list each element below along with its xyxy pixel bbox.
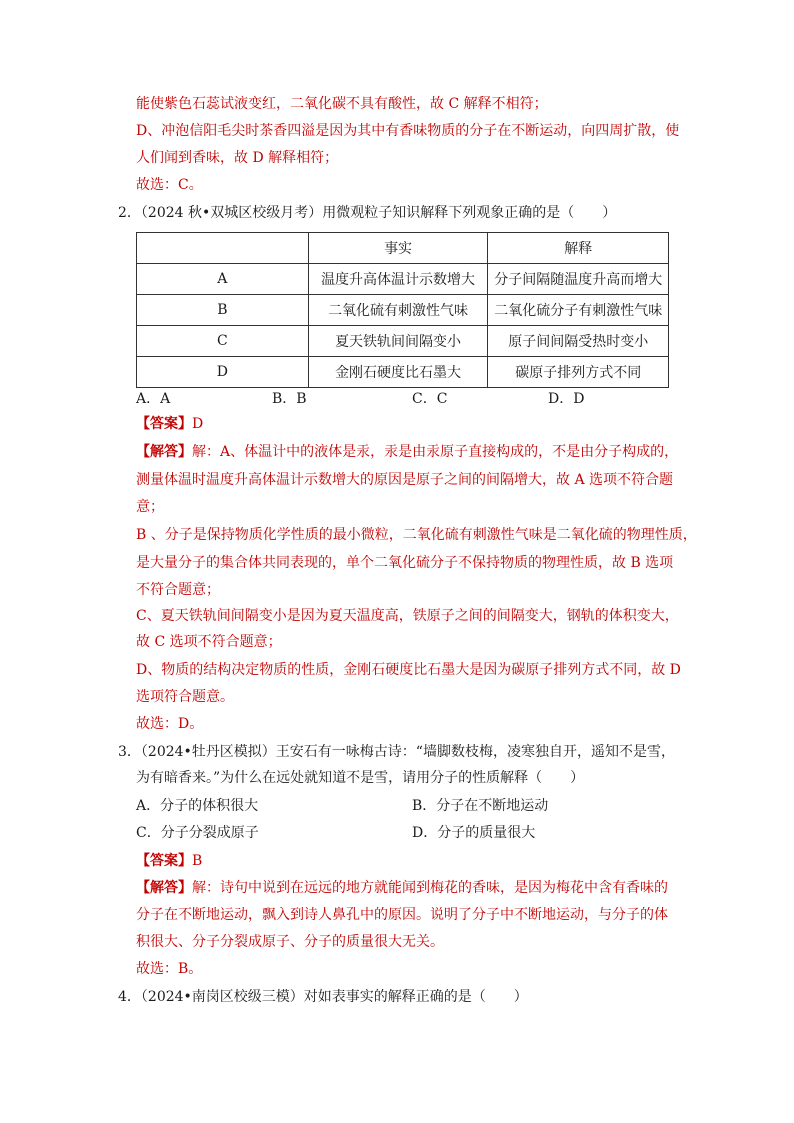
table-header-cell: 解释 xyxy=(488,233,669,264)
question-3-option-c: C．分子分裂成原子 xyxy=(136,825,259,841)
question-3-conclusion: 故选：B。 xyxy=(136,961,203,977)
question-2-analysis-line: C、夏天铁轨间间隔变小是因为夏天温度高，铁原子之间的间隔变大，钢轨的体积变大， xyxy=(136,608,679,624)
analysis-tag: 【解答】 xyxy=(136,444,192,460)
table-cell: 温度升高体温计示数增大 xyxy=(308,264,488,295)
prev-analysis-line-1: 能使紫色石蕊试液变红，二氧化碳不具有酸性，故 C 解释不相符； xyxy=(136,96,548,112)
question-3-stem-line-2: 为有暗香来。”为什么在远处就知道不是雪，请用分子的性质解释（ ） xyxy=(136,770,585,786)
prev-analysis-line-3: 人们闻到香味，故 D 解释相符； xyxy=(136,150,339,166)
question-2-analysis-line: B 、分子是保持物质化学性质的最小微粒，二氧化硫有刺激性气味是二氧化硫的物理性质， xyxy=(136,527,697,543)
question-3-stem-line-1: 3．（2024•牡丹区模拟）王安石有一咏梅古诗：“墙脚数枝梅，凌寒独自开，遥知不是雪， xyxy=(118,744,675,760)
table-row xyxy=(137,295,669,326)
answer-tag: 【答案】 xyxy=(136,416,192,432)
question-2-analysis-line: 是大量分子的集合体共同表现的，单个二氧化硫分子不保持物质的物理性质，故 B 选项 xyxy=(136,555,674,571)
table-cell: 二氧化硫有刺激性气味 xyxy=(308,295,488,326)
question-2-option-a: A．A xyxy=(136,391,171,407)
question-2-option-d: D．D xyxy=(548,391,585,407)
question-2-analysis-line: 不符合题意； xyxy=(136,582,220,598)
question-3-analysis-line: 积很大、分子分裂成原子、分子的质量很大无关。 xyxy=(136,934,444,950)
table-header-cell xyxy=(137,233,309,264)
table-cell: 夏天铁轨间间隔变小 xyxy=(308,326,488,357)
table-cell: B xyxy=(137,295,309,326)
question-3-answer xyxy=(136,851,202,871)
question-2-analysis-line: 故 C 选项不符合题意； xyxy=(136,634,282,650)
table-row xyxy=(137,357,669,388)
question-2-analysis-line: 选项符合题意。 xyxy=(136,689,234,705)
table-row xyxy=(137,326,669,357)
question-3-option-b: B．分子在不断地运动 xyxy=(412,798,549,814)
question-2-option-b: B．B xyxy=(272,391,307,407)
question-2-analysis-line: 测量体温时温度升高体温计示数增大的原因是原子之间的间隔增大，故 A 选项不符合题 xyxy=(136,472,674,488)
question-2-analysis-line: 【解答】解：A、体温计中的液体是汞，汞是由汞原子直接构成的，不是由分子构成的， xyxy=(136,444,679,460)
answer-value: D xyxy=(192,416,204,432)
table-cell: 原子间间隔受热时变小 xyxy=(488,326,669,357)
answer-value: B xyxy=(192,853,203,869)
question-2-answer xyxy=(136,414,203,434)
analysis-tag: 【解答】 xyxy=(136,880,192,896)
question-3-option-d: D．分子的质量很大 xyxy=(412,825,536,841)
prev-analysis-line-2: D、冲泡信阳毛尖时茶香四溢是因为其中有香味物质的分子在不断运动，向四周扩散，使 xyxy=(136,123,680,139)
question-3-option-a: A．分子的体积很大 xyxy=(136,798,259,814)
table-row xyxy=(137,264,669,295)
question-4-stem: 4．（2024•南岗区校级三模）对如表事实的解释正确的是（ ） xyxy=(118,989,528,1005)
question-2-conclusion: 故选：D。 xyxy=(136,716,204,732)
answer-tag: 【答案】 xyxy=(136,853,192,869)
question-2-analysis-line: D、物质的结构决定物质的性质，金刚石硬度比石墨大是因为碳原子排列方式不同，故 D xyxy=(136,662,681,678)
table-cell: 二氧化硫分子有刺激性气味 xyxy=(488,295,669,326)
question-2-table xyxy=(136,232,669,388)
question-2-option-c: C．C xyxy=(412,391,448,407)
question-3-analysis-line: 【解答】解：诗句中说到在远远的地方就能闻到梅花的香味，是因为梅花中含有香味的 xyxy=(136,880,668,896)
table-header-cell: 事实 xyxy=(308,233,488,264)
table-cell: 分子间隔随温度升高而增大 xyxy=(488,264,669,295)
prev-conclusion: 故选：C。 xyxy=(136,177,203,193)
question-3-analysis-line: 分子在不断地运动，飘入到诗人鼻孔中的原因。说明了分子中不断地运动，与分子的体 xyxy=(136,907,668,923)
table-cell: C xyxy=(137,326,309,357)
table-cell: 碳原子排列方式不同 xyxy=(488,357,669,388)
table-cell: A xyxy=(137,264,309,295)
table-cell: 金刚石硬度比石墨大 xyxy=(308,357,488,388)
table-cell: D xyxy=(137,357,309,388)
question-2-stem: 2．（2024 秋•双城区校级月考）用微观粒子知识解释下列观象正确的是（ ） xyxy=(118,205,617,221)
question-2-analysis-line: 意； xyxy=(136,499,164,515)
table-header-row xyxy=(137,233,669,264)
